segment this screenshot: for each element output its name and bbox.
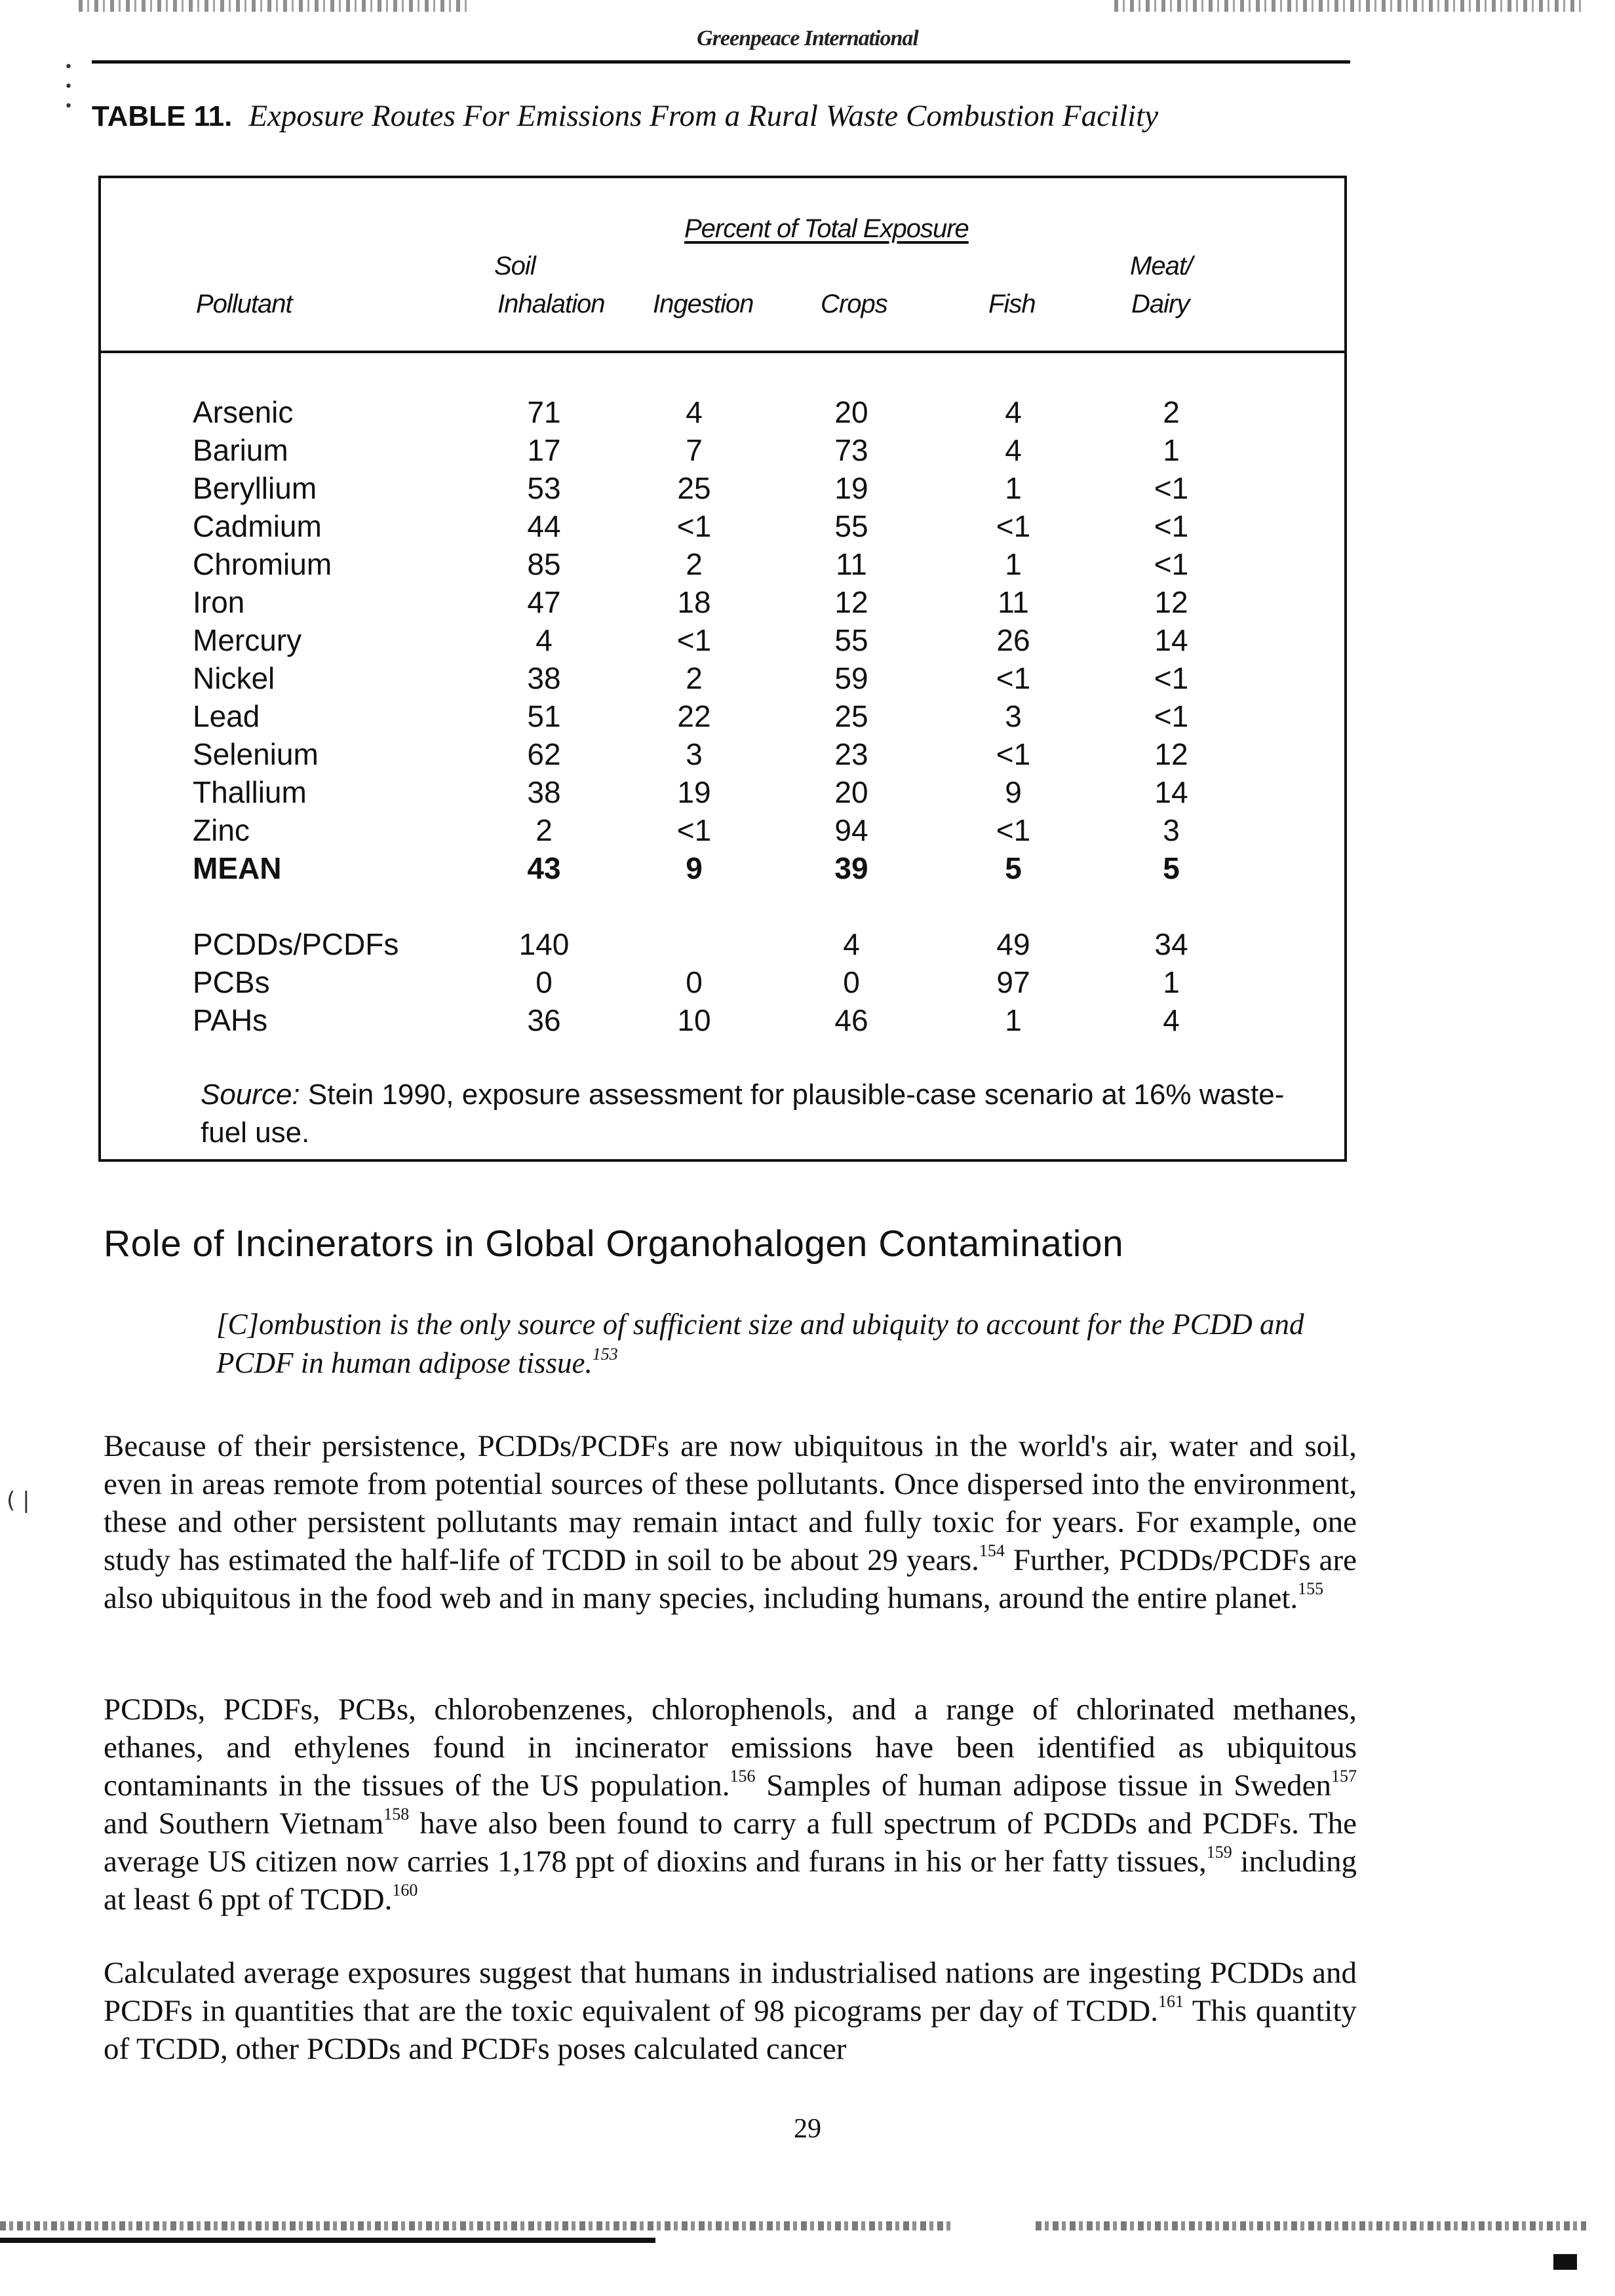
cell-soil-inhalation: 17 bbox=[527, 433, 561, 467]
source-text: Stein 1990, exposure assessment for plausible-case scenario at 16% waste-fuel use. bbox=[201, 1079, 1285, 1149]
footnote-ref: 155 bbox=[1298, 1579, 1324, 1599]
scan-artifact-bottom-bar bbox=[0, 2238, 655, 2243]
cell-ingestion: 25 bbox=[677, 471, 711, 505]
cell-ingestion: 7 bbox=[686, 433, 703, 467]
cell-soil-inhalation: 47 bbox=[527, 585, 561, 619]
margin-marks: • • • bbox=[64, 59, 73, 115]
paragraph-text: Calculated average exposures suggest that humans in industrialised nations are ingesting PCDDs and PCDFs in quantities that are the toxic equivalent of 98 picograms per day of TCDD. bbox=[104, 1956, 1357, 2028]
scan-artifact-bottom-right bbox=[1036, 2221, 1586, 2230]
page-number: 29 bbox=[794, 2114, 821, 2144]
footnote-ref: 159 bbox=[1206, 1843, 1232, 1862]
column-header-meat: Meat/ bbox=[1130, 252, 1193, 280]
cell-crops: 73 bbox=[834, 433, 868, 467]
cell-crops: 25 bbox=[834, 699, 868, 733]
cell-fish: 5 bbox=[1005, 851, 1022, 885]
column-header-fish: Fish bbox=[988, 290, 1036, 318]
cell-meat-dairy: 2 bbox=[1163, 395, 1180, 429]
cell-soil-inhalation: 38 bbox=[527, 775, 561, 809]
cell-crops: 94 bbox=[834, 813, 868, 847]
running-header: Greenpeace International bbox=[697, 26, 918, 50]
cell-soil-inhalation: 43 bbox=[527, 851, 561, 885]
cell-soil-inhalation: 4 bbox=[535, 623, 553, 657]
cell-soil-inhalation: 140 bbox=[518, 927, 570, 961]
cell-ingestion: 0 bbox=[686, 965, 703, 999]
footnote-ref: 154 bbox=[979, 1541, 1005, 1561]
cell-crops: 19 bbox=[834, 471, 868, 505]
table-title: Exposure Routes For Emissions From a Rural Waste Combustion Facility bbox=[248, 99, 1159, 133]
cell-pollutant: Arsenic bbox=[193, 395, 294, 429]
cell-meat-dairy: 3 bbox=[1163, 813, 1180, 847]
cell-soil-inhalation: 85 bbox=[527, 547, 561, 581]
cell-soil-inhalation: 2 bbox=[535, 813, 553, 847]
cell-soil-inhalation: 51 bbox=[527, 699, 561, 733]
paragraph-2 bbox=[104, 1691, 1357, 1919]
cell-pollutant: Lead bbox=[193, 699, 260, 733]
paragraph-text: Samples of human adipose tissue in Sweden bbox=[755, 1769, 1332, 1803]
cell-crops: 4 bbox=[843, 927, 860, 961]
epigraph-text: [C]ombustion is the only source of sufficient size and ubiquity to account for the PCDD and PCDF in human adipose tissue. bbox=[216, 1308, 1304, 1379]
cell-fish: 97 bbox=[996, 965, 1030, 999]
cell-pollutant: Thallium bbox=[193, 775, 307, 809]
cell-meat-dairy: 12 bbox=[1154, 737, 1188, 771]
paragraph-text: PCDDs, PCDFs, PCBs, chlorobenzenes, chlorophenols, and a range of chlorinated methanes, ethanes, and ethylenes found in incinerator emissions have been identified as ubiquitous contaminants in the tissues of the US population. bbox=[104, 1693, 1357, 1803]
cell-fish: 49 bbox=[996, 927, 1030, 961]
cell-pollutant: MEAN bbox=[193, 851, 282, 885]
cell-ingestion: 2 bbox=[686, 547, 703, 581]
column-header-pollutant: Pollutant bbox=[196, 290, 292, 318]
epigraph-quote bbox=[216, 1305, 1344, 1383]
margin-mark: ( | bbox=[7, 1487, 30, 1514]
cell-ingestion: 18 bbox=[677, 585, 711, 619]
cell-meat-dairy: <1 bbox=[1154, 699, 1189, 733]
cell-crops: 20 bbox=[834, 395, 868, 429]
cell-pollutant: Barium bbox=[193, 433, 288, 467]
cell-crops: 46 bbox=[834, 1003, 868, 1037]
cell-meat-dairy: 12 bbox=[1154, 585, 1188, 619]
section-heading: Role of Incinerators in Global Organohalogen Contamination bbox=[104, 1223, 1124, 1265]
paragraph-3 bbox=[104, 1954, 1357, 2068]
cell-pollutant: Cadmium bbox=[193, 509, 322, 543]
footnote-ref: 153 bbox=[592, 1345, 618, 1364]
cell-meat-dairy: 14 bbox=[1154, 623, 1188, 657]
cell-soil-inhalation: 0 bbox=[535, 965, 553, 999]
cell-soil-inhalation: 38 bbox=[527, 661, 561, 695]
cell-crops: 12 bbox=[834, 585, 868, 619]
cell-crops: 20 bbox=[834, 775, 868, 809]
cell-fish: 9 bbox=[1005, 775, 1022, 809]
cell-soil-inhalation: 44 bbox=[527, 509, 561, 543]
column-header-ingestion: Ingestion bbox=[653, 290, 754, 318]
cell-fish: 1 bbox=[1005, 471, 1022, 505]
cell-meat-dairy: <1 bbox=[1154, 547, 1189, 581]
footnote-ref: 157 bbox=[1331, 1767, 1357, 1786]
cell-ingestion: 4 bbox=[686, 395, 703, 429]
paragraph-1 bbox=[104, 1427, 1357, 1617]
header-rule bbox=[92, 60, 1350, 64]
cell-meat-dairy: 4 bbox=[1163, 1003, 1180, 1037]
cell-ingestion: 19 bbox=[677, 775, 711, 809]
cell-fish: <1 bbox=[996, 509, 1031, 543]
cell-meat-dairy: <1 bbox=[1154, 509, 1189, 543]
cell-pollutant: Iron bbox=[193, 585, 245, 619]
cell-meat-dairy: 14 bbox=[1154, 775, 1188, 809]
cell-crops: 0 bbox=[843, 965, 860, 999]
exposure-table bbox=[98, 176, 1347, 1162]
cell-ingestion: 2 bbox=[686, 661, 703, 695]
cell-pollutant: Zinc bbox=[193, 813, 250, 847]
scan-artifact-top-left bbox=[79, 0, 472, 12]
cell-fish: <1 bbox=[996, 737, 1031, 771]
paragraph-text: and Southern Vietnam bbox=[104, 1807, 384, 1841]
cell-meat-dairy: <1 bbox=[1154, 471, 1189, 505]
cell-ingestion: 3 bbox=[686, 737, 703, 771]
table-number: TABLE 11. bbox=[92, 100, 233, 132]
column-header-dairy: Dairy bbox=[1131, 290, 1190, 318]
cell-soil-inhalation: 53 bbox=[527, 471, 561, 505]
cell-ingestion: 22 bbox=[677, 699, 711, 733]
cell-soil-inhalation: 62 bbox=[527, 737, 561, 771]
cell-fish: 1 bbox=[1005, 547, 1022, 581]
cell-fish: 1 bbox=[1005, 1003, 1022, 1037]
cell-soil-inhalation: 36 bbox=[527, 1003, 561, 1037]
cell-fish: 26 bbox=[996, 623, 1030, 657]
column-header-crops: Crops bbox=[821, 290, 887, 318]
table-caption bbox=[92, 98, 1158, 134]
cell-crops: 11 bbox=[836, 547, 867, 581]
paragraph-text: This quantity of TCDD, other PCDDs and PCDFs poses calculated cancer bbox=[104, 1994, 1357, 2066]
cell-pollutant: PAHs bbox=[193, 1003, 268, 1037]
cell-crops: 55 bbox=[834, 509, 868, 543]
column-header-soil: Soil bbox=[494, 252, 535, 280]
cell-crops: 55 bbox=[834, 623, 868, 657]
scan-artifact-top-right bbox=[1114, 0, 1586, 12]
cell-pollutant: PCBs bbox=[193, 965, 270, 999]
cell-crops: 23 bbox=[834, 737, 868, 771]
paragraph-text: Further, PCDDs/PCDFs are also ubiquitous in the food web and in many species, including humans, around the entire planet. bbox=[104, 1543, 1357, 1615]
cell-pollutant: Beryllium bbox=[193, 471, 317, 505]
cell-pollutant: Mercury bbox=[193, 623, 302, 657]
cell-crops: 39 bbox=[834, 851, 868, 885]
cell-fish: 4 bbox=[1005, 395, 1022, 429]
paragraph-text: Because of their persistence, PCDDs/PCDFs are now ubiquitous in the world's air, water and soil, even in areas remote from potential sources of these pollutants. Once dispersed into the environment, these and other persistent pollutants may remain intact and fully toxic for years. For example, one study has estimated the half-life of TCDD in soil to be about 29 years. bbox=[104, 1429, 1357, 1577]
footnote-ref: 158 bbox=[383, 1805, 410, 1824]
table-source-note bbox=[201, 1076, 1308, 1152]
cell-ingestion: 9 bbox=[686, 851, 703, 885]
scan-artifact-corner bbox=[1553, 2254, 1577, 2270]
cell-ingestion: <1 bbox=[676, 623, 712, 657]
column-header-inhalation: Inhalation bbox=[497, 290, 605, 318]
cell-ingestion: <1 bbox=[676, 813, 712, 847]
footnote-ref: 161 bbox=[1158, 1992, 1184, 2012]
cell-pollutant: Selenium bbox=[193, 737, 319, 771]
scan-artifact-bottom-left bbox=[0, 2221, 950, 2230]
paragraph-text: including at least 6 ppt of TCDD. bbox=[104, 1845, 1357, 1917]
cell-fish: 4 bbox=[1005, 433, 1022, 467]
cell-meat-dairy: <1 bbox=[1154, 661, 1189, 695]
cell-pollutant: Nickel bbox=[193, 661, 275, 695]
footnote-ref: 156 bbox=[730, 1767, 756, 1786]
cell-meat-dairy: 34 bbox=[1154, 927, 1188, 961]
cell-fish: 11 bbox=[998, 585, 1029, 619]
footnote-ref: 160 bbox=[392, 1881, 418, 1900]
cell-meat-dairy: 5 bbox=[1163, 851, 1180, 885]
cell-fish: <1 bbox=[996, 661, 1031, 695]
cell-ingestion: 10 bbox=[677, 1003, 711, 1037]
cell-pollutant: PCDDs/PCDFs bbox=[193, 927, 399, 961]
cell-meat-dairy: 1 bbox=[1163, 433, 1180, 467]
cell-meat-dairy: 1 bbox=[1163, 965, 1180, 999]
cell-crops: 59 bbox=[834, 661, 868, 695]
paragraph-text: have also been found to carry a full spectrum of PCDDs and PCDFs. The average US citizen now carries 1,178 ppt of dioxins and furans in his or her fatty tissues, bbox=[104, 1807, 1357, 1879]
cell-soil-inhalation: 71 bbox=[527, 395, 561, 429]
header-divider bbox=[101, 351, 1344, 353]
percent-exposure-header: Percent of Total Exposure bbox=[684, 214, 969, 243]
cell-fish: <1 bbox=[996, 813, 1031, 847]
source-label: Source: bbox=[201, 1079, 300, 1111]
cell-fish: 3 bbox=[1005, 699, 1022, 733]
cell-ingestion: <1 bbox=[676, 509, 712, 543]
cell-pollutant: Chromium bbox=[193, 547, 332, 581]
